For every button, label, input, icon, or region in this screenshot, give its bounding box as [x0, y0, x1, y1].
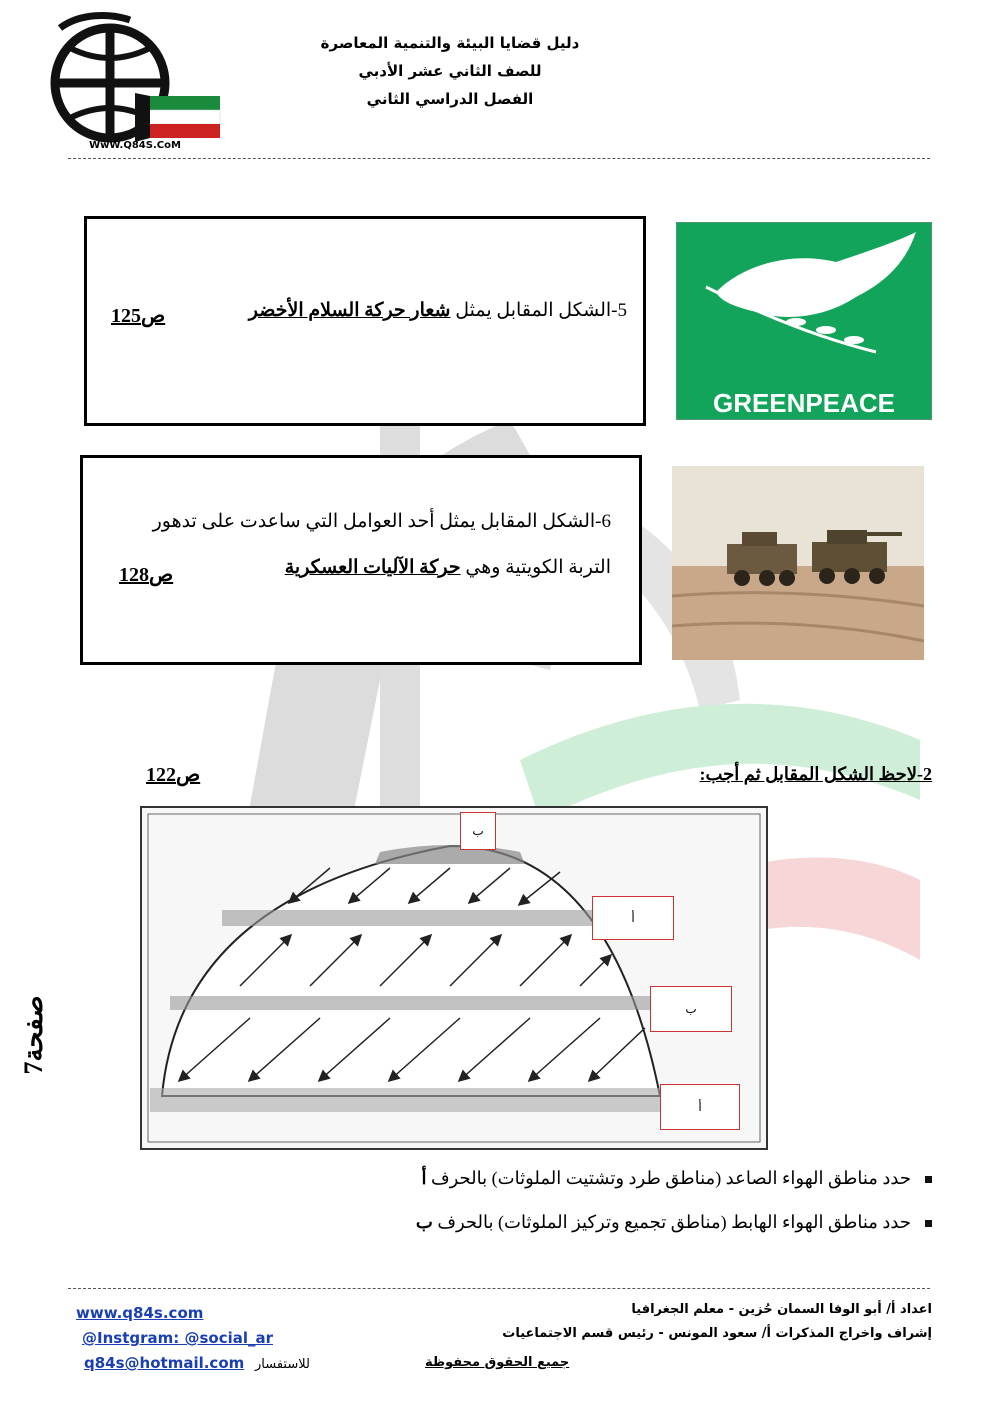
question-5-answer: شعار حركة السلام الأخضر	[248, 300, 451, 321]
question-5-box	[84, 216, 646, 426]
diagram-label-b-top: ب	[460, 812, 496, 850]
greenpeace-text: GREENPEACE	[712, 388, 896, 418]
header-title: دليل قضايا البيئة والتنمية المعاصرة	[320, 34, 580, 52]
question-6-answer: حركة الآليات العسكرية	[284, 557, 461, 578]
instruction-ascending-air: حدد مناطق الهواء الصاعد (مناطق طرد وتشتيت الملوثات) بالحرف أ	[421, 1168, 932, 1189]
diagram-label-a-upper: أ	[592, 896, 674, 940]
header-divider	[68, 158, 930, 159]
footer-inquiry-label: للاستفسار	[255, 1357, 310, 1372]
military-vehicles-image	[672, 466, 924, 660]
question-5-page: ص125	[111, 305, 166, 327]
air-circulation-diagram	[140, 806, 768, 1150]
footer-prepared-by: اعداد أ/ أبو الوفا السمان حُزين - معلم الجغرافيا	[631, 1302, 932, 1317]
question-2-page: ص122	[146, 764, 201, 786]
logo-url: WwW.Q84S.CoM	[89, 140, 181, 151]
bullet-icon	[925, 1220, 932, 1227]
question-5-text: 5-الشكل المقابل يمثل شعار حركة السلام الأخضر	[248, 300, 627, 321]
bullet-icon	[925, 1176, 932, 1183]
greenpeace-logo-image	[676, 222, 932, 420]
page-number	[12, 990, 72, 1080]
department-logo	[40, 8, 230, 158]
question-6-box	[80, 455, 642, 665]
instruction-descending-air: حدد مناطق الهواء الهابط (مناطق تجميع وتركيز الملوثات) بالحرف ب	[416, 1212, 932, 1233]
diagram-label-b-middle: ب	[650, 986, 732, 1032]
question-2-title: 2-لاحظ الشكل المقابل ثم أجب:	[699, 764, 932, 784]
header-grade: للصف الثاني عشر الأدبي	[358, 62, 542, 80]
diagram-label-a-bottom: أ	[660, 1084, 740, 1130]
footer-supervision: إشراف واخراج المذكرات أ/ سعود المونس - رئيس قسم الاجتماعيات	[502, 1326, 932, 1341]
footer-rights: جميع الحقوق محفوظة	[425, 1355, 570, 1370]
question-6-line1: 6-الشكل المقابل يمثل أحد العوامل التي ساعدت على تدهور	[152, 511, 611, 532]
footer-email-link[interactable]: q84s@hotmail.com	[84, 1354, 245, 1372]
footer-website-link[interactable]: www.q84s.com	[76, 1304, 204, 1322]
svg-text:صفحة7: صفحة7	[19, 995, 48, 1075]
question-6-line2: التربة الكويتية وهي حركة الآليات العسكرية	[284, 557, 611, 578]
footer-instagram-link[interactable]: @Instgram: @social_ar	[82, 1329, 274, 1347]
question-6-page: ص128	[119, 564, 174, 586]
footer-divider	[68, 1288, 930, 1289]
header-term: الفصل الدراسي الثاني	[366, 90, 534, 108]
